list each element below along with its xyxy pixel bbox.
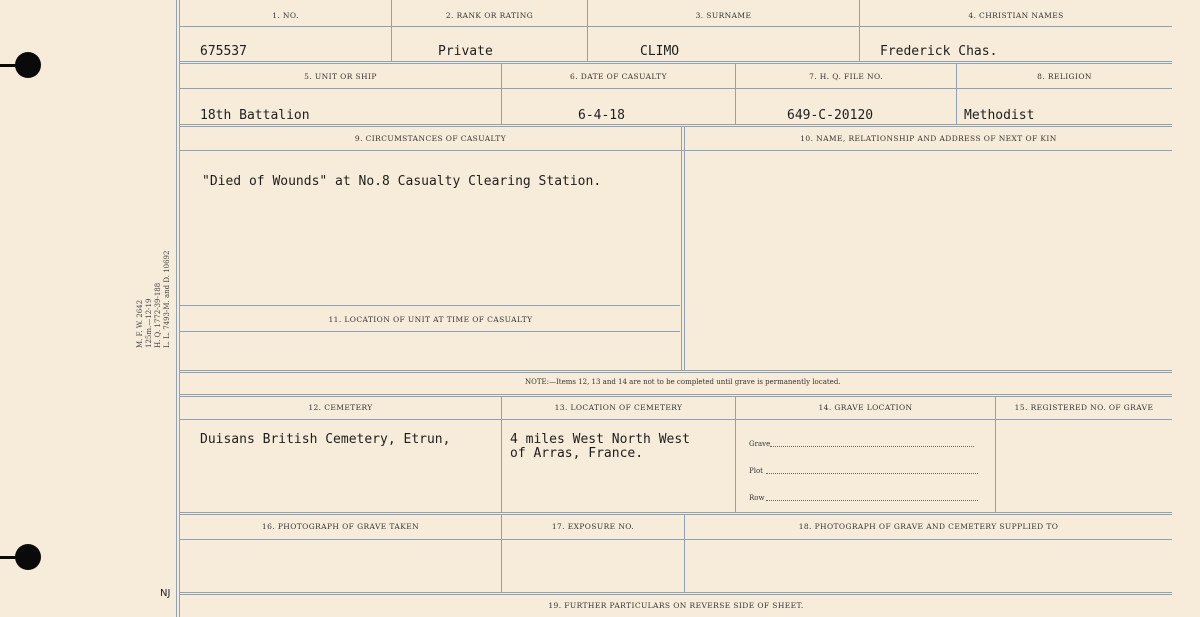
grave-dotted-line	[770, 446, 974, 447]
rule	[180, 419, 1172, 420]
christian-names-label: 4. CHRISTIAN NAMES	[968, 11, 1064, 20]
unit-label: 5. UNIT OR SHIP	[304, 72, 377, 81]
punch-hole-top-stub	[0, 64, 20, 67]
location-cemetery-line1: 4 miles West North West	[510, 432, 691, 447]
rule	[180, 61, 1172, 64]
rule	[587, 0, 588, 62]
circumstances-label: 9. CIRCUMSTANCES OF CASUALTY	[354, 134, 507, 143]
photo-taken-label: 16. PHOTOGRAPH OF GRAVE TAKEN	[261, 522, 420, 531]
side-form-number: M. F. W. 2642	[136, 299, 144, 348]
religion-label: 8. RELIGION	[1037, 72, 1092, 81]
circumstances-value: "Died of Wounds" at No.8 Casualty Clearing Station.	[202, 174, 602, 189]
rank-value: Private	[438, 44, 493, 59]
rule	[180, 124, 1172, 127]
rule	[180, 305, 680, 306]
religion-value: Methodist	[964, 108, 1035, 123]
rule	[681, 127, 682, 371]
note-text: NOTE:—Items 12, 13 and 14 are not to be completed until grave is permanently located.	[525, 378, 841, 386]
surname-label: 3. SURNAME	[695, 11, 752, 20]
further-particulars-label: 19. FURTHER PARTICULARS ON REVERSE SIDE OF SHEET.	[548, 601, 804, 610]
no-label: 1. NO.	[272, 11, 299, 20]
rule	[180, 331, 680, 332]
cemetery-label: 12. CEMETERY	[308, 403, 373, 412]
location-cemetery-label: 13. LOCATION OF CEMETERY	[554, 403, 683, 412]
side-hq-number: H. Q. 1772-39-188	[154, 282, 162, 348]
row-dotted-line	[766, 500, 978, 501]
punch-hole-bottom-stub	[0, 556, 20, 559]
rule	[180, 150, 1172, 151]
grave-location-label: 14. GRAVE LOCATION	[818, 403, 913, 412]
side-ll-number: L. L. 7493-M. and D. 10692	[163, 250, 171, 348]
photo-supplied-label: 18. PHOTOGRAPH OF GRAVE AND CEMETERY SUPPLIED TO	[798, 522, 1059, 531]
unit-value: 18th Battalion	[200, 108, 310, 123]
rule	[995, 397, 996, 513]
plot-label: Plot	[749, 467, 763, 475]
plot-dotted-line	[766, 473, 978, 474]
surname-value: CLIMO	[640, 44, 680, 59]
rule	[735, 397, 736, 513]
registered-no-label: 15. REGISTERED NO. OF GRAVE	[1014, 403, 1154, 412]
location-cemetery-line2: of Arras, France.	[510, 446, 644, 461]
rule	[501, 397, 502, 513]
christian-names-value: Frederick Chas.	[880, 44, 998, 59]
exposure-label: 17. EXPOSURE NO.	[551, 522, 635, 531]
clerk-initials: NJ	[160, 588, 171, 599]
row-label: Row	[749, 494, 765, 502]
rule	[391, 0, 392, 62]
hq-file-label: 7. H. Q. FILE NO.	[809, 72, 883, 81]
rule	[180, 26, 1172, 27]
left-border	[176, 0, 177, 617]
rule	[180, 370, 1172, 373]
no-value: 675537	[200, 44, 247, 59]
rule	[180, 394, 1172, 397]
rule	[180, 539, 1172, 540]
rule	[180, 592, 1172, 595]
next-of-kin-label: 10. NAME, RELATIONSHIP AND ADDRESS OF NEXT OF KIN	[800, 134, 1057, 143]
date-label: 6. DATE OF CASUALTY	[570, 72, 667, 81]
date-value: 6-4-18	[578, 108, 625, 123]
grave-label: Grave	[749, 440, 771, 448]
cemetery-value: Duisans British Cemetery, Etrun,	[200, 432, 451, 447]
rule	[180, 512, 1172, 515]
rule	[684, 127, 685, 371]
hq-file-value: 649-C-20120	[787, 108, 874, 123]
location-unit-label: 11. LOCATION OF UNIT AT TIME OF CASUALTY	[328, 315, 533, 324]
rule	[180, 88, 1172, 89]
rule	[859, 0, 860, 62]
rank-label: 2. RANK OR RATING	[445, 11, 534, 20]
side-print-run: 125m.—12-19	[145, 298, 153, 348]
